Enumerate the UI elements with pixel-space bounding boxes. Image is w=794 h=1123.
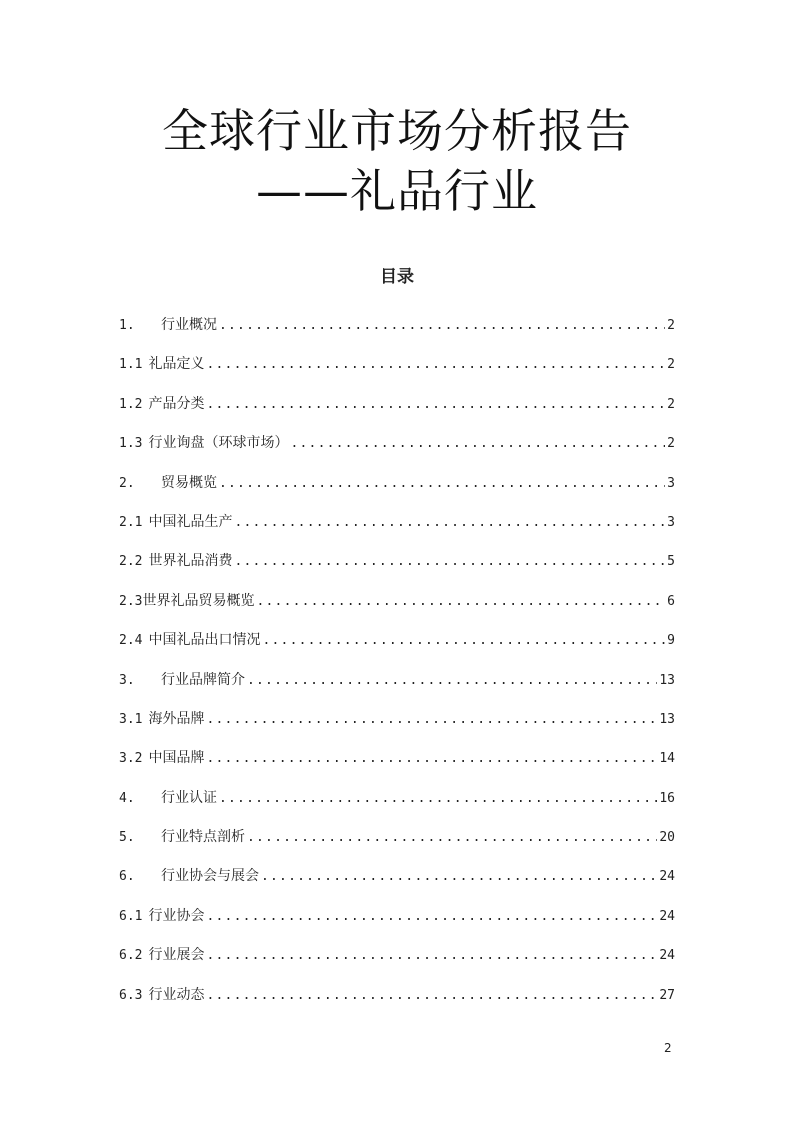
toc-entry-number: 2.1 bbox=[119, 514, 143, 530]
toc-entry-number: 1.3 bbox=[119, 436, 143, 452]
toc-entry-page: 24 bbox=[659, 948, 675, 964]
toc-dot-leader bbox=[206, 397, 665, 412]
toc-entry-title: 行业动态 bbox=[148, 986, 205, 1003]
toc-dot-leader bbox=[206, 357, 665, 372]
toc-heading: 目录 bbox=[380, 267, 414, 287]
toc-entry[interactable] bbox=[119, 787, 675, 826]
toc-dot-leader bbox=[261, 869, 657, 884]
toc-entry[interactable] bbox=[119, 747, 675, 786]
toc-dot-leader bbox=[234, 515, 665, 530]
toc-entry-number: 2.3 bbox=[119, 593, 143, 609]
toc-entry-title: 行业询盘（环球市场） bbox=[148, 435, 289, 452]
toc-entry-page: 24 bbox=[659, 869, 675, 885]
toc-dot-leader bbox=[234, 554, 665, 569]
toc-entry[interactable] bbox=[119, 826, 675, 865]
toc-entry-page: 2 bbox=[667, 436, 675, 452]
toc-entry-title: 世界礼品消费 bbox=[148, 553, 233, 570]
toc-entry-number: 2. bbox=[119, 475, 135, 491]
toc-entry-page: 2 bbox=[667, 318, 675, 333]
toc-dot-leader bbox=[219, 318, 665, 333]
toc-entry-page: 5 bbox=[667, 554, 675, 570]
toc-entry-page: 2 bbox=[667, 396, 675, 412]
toc-entry[interactable] bbox=[119, 984, 675, 1023]
toc-entry-title: 海外品牌 bbox=[148, 710, 205, 727]
toc-entry-number: 2.4 bbox=[119, 633, 143, 649]
toc-entry-page: 2 bbox=[667, 357, 675, 373]
toc-entry-page: 13 bbox=[659, 711, 675, 727]
toc-entry[interactable] bbox=[119, 590, 675, 629]
toc-entry-number: 6. bbox=[119, 869, 135, 885]
toc-dot-leader bbox=[219, 791, 657, 806]
toc-entry[interactable] bbox=[119, 708, 675, 747]
toc-dot-leader bbox=[247, 673, 657, 688]
toc-dot-leader bbox=[206, 909, 657, 924]
toc-entry-title: 中国礼品生产 bbox=[148, 513, 233, 530]
toc-entry-number: 1. bbox=[119, 318, 135, 333]
toc-entry[interactable] bbox=[119, 314, 675, 353]
toc-entry-number: 3.1 bbox=[119, 711, 143, 727]
toc-entry-page: 24 bbox=[659, 908, 675, 924]
toc-entry-title: 行业展会 bbox=[148, 947, 205, 964]
toc-entry[interactable] bbox=[119, 353, 675, 392]
toc-entry[interactable] bbox=[119, 629, 675, 668]
toc-entry[interactable] bbox=[119, 905, 675, 944]
toc-entry-title: 中国礼品出口情况 bbox=[148, 632, 261, 649]
toc-entry-page: 6 bbox=[667, 593, 675, 609]
toc-entry[interactable] bbox=[119, 865, 675, 904]
toc-entry-title: 贸易概览 bbox=[161, 474, 217, 491]
toc-dot-leader bbox=[206, 751, 657, 766]
toc-entry-page: 3 bbox=[667, 475, 675, 491]
toc-entry[interactable] bbox=[119, 944, 675, 983]
toc-dot-leader bbox=[206, 988, 657, 1003]
toc-entry-number: 6.1 bbox=[119, 908, 143, 924]
toc-entry-title: 礼品定义 bbox=[148, 356, 205, 373]
toc-entry-number: 1.1 bbox=[119, 357, 143, 373]
toc-entry-number: 4. bbox=[119, 790, 135, 806]
page-number: 2 bbox=[664, 1041, 672, 1055]
toc-dot-leader bbox=[206, 712, 657, 727]
toc-entry-page: 20 bbox=[659, 830, 675, 846]
toc-entry-page: 9 bbox=[667, 633, 675, 649]
toc-dot-leader bbox=[256, 594, 665, 609]
toc-entry-page: 14 bbox=[659, 751, 675, 767]
toc-entry-title: 行业品牌简介 bbox=[161, 671, 245, 688]
toc-entry-title: 行业协会与展会 bbox=[161, 868, 259, 885]
toc-entry-title: 行业认证 bbox=[161, 789, 217, 806]
toc-entry-title: 行业概况 bbox=[161, 317, 217, 333]
toc-entry[interactable] bbox=[119, 669, 675, 708]
toc-entry-number: 6.2 bbox=[119, 948, 143, 964]
toc-entry-number: 5. bbox=[119, 830, 135, 846]
toc-entry-title: 中国品牌 bbox=[148, 750, 205, 767]
toc-dot-leader bbox=[247, 830, 657, 845]
toc-entry[interactable] bbox=[119, 550, 675, 589]
toc-entry[interactable] bbox=[119, 511, 675, 550]
document-title: 全球行业市场分析报告 bbox=[162, 104, 632, 158]
toc-entry-page: 16 bbox=[659, 790, 675, 806]
toc-dot-leader bbox=[219, 476, 665, 491]
toc-entry-title: 行业协会 bbox=[148, 907, 205, 924]
toc-entry-page: 3 bbox=[667, 514, 675, 530]
toc-entry[interactable] bbox=[119, 393, 675, 432]
toc-dot-leader bbox=[262, 633, 665, 648]
toc-entry-number: 3. bbox=[119, 672, 135, 688]
toc-dot-leader bbox=[290, 436, 665, 451]
toc-entry-number: 3.2 bbox=[119, 751, 143, 767]
toc-entry-number: 1.2 bbox=[119, 396, 143, 412]
toc-entry-title: 世界礼品贸易概览 bbox=[142, 592, 255, 609]
table-of-contents bbox=[119, 314, 675, 1023]
toc-entry-title: 行业特点剖析 bbox=[161, 829, 245, 846]
document-subtitle: ——礼品行业 bbox=[256, 164, 538, 218]
toc-entry-number: 6.3 bbox=[119, 987, 143, 1003]
toc-entry-page: 27 bbox=[659, 987, 675, 1003]
toc-dot-leader bbox=[206, 948, 657, 963]
toc-entry[interactable] bbox=[119, 432, 675, 471]
toc-entry[interactable] bbox=[119, 472, 675, 511]
toc-entry-title: 产品分类 bbox=[148, 395, 205, 412]
toc-entry-page: 13 bbox=[659, 672, 675, 688]
toc-entry-number: 2.2 bbox=[119, 554, 143, 570]
